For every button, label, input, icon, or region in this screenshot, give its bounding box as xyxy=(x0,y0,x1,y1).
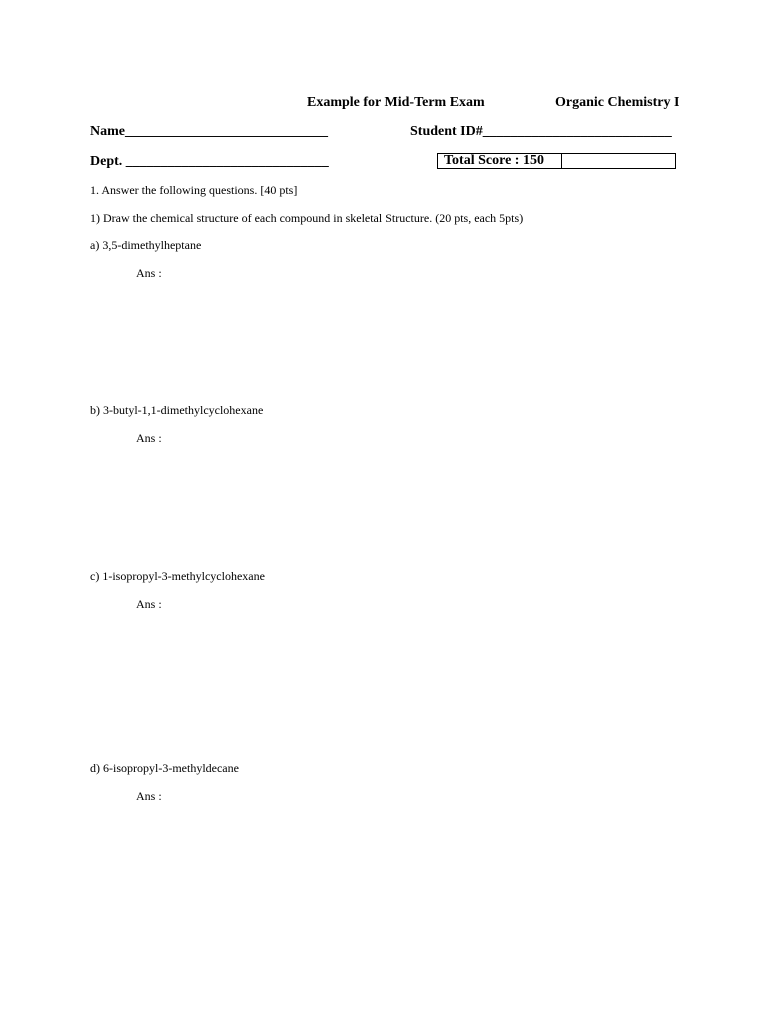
answer-b-label: Ans : xyxy=(136,431,162,445)
question-c-label: c) 1-isopropyl-3-methylcyclohexane xyxy=(90,569,265,583)
total-score-value[interactable] xyxy=(562,154,675,168)
dept-field[interactable]: Dept. _____________________________ xyxy=(90,154,329,169)
answer-d-label: Ans : xyxy=(136,789,162,803)
total-score-box xyxy=(437,153,676,169)
total-score-label: Total Score : 150 xyxy=(438,154,562,168)
student-id-field[interactable]: Student ID#___________________________ xyxy=(410,124,672,139)
question-a-label: a) 3,5-dimethylheptane xyxy=(90,238,202,252)
course-name: Organic Chemistry I xyxy=(555,95,680,110)
question-b-label: b) 3-butyl-1,1-dimethylcyclohexane xyxy=(90,403,264,417)
exam-title: Example for Mid-Term Exam xyxy=(307,95,485,110)
answer-c-label: Ans : xyxy=(136,597,162,611)
answer-a-label: Ans : xyxy=(136,266,162,280)
name-field[interactable]: Name_____________________________ xyxy=(90,124,328,139)
question-1-heading: 1. Answer the following questions. [40 pts] xyxy=(90,183,298,197)
question-1-subheading: 1) Draw the chemical structure of each compound in skeletal Structure. (20 pts, each 5pts) xyxy=(90,211,524,225)
question-d-label: d) 6-isopropyl-3-methyldecane xyxy=(90,761,239,775)
